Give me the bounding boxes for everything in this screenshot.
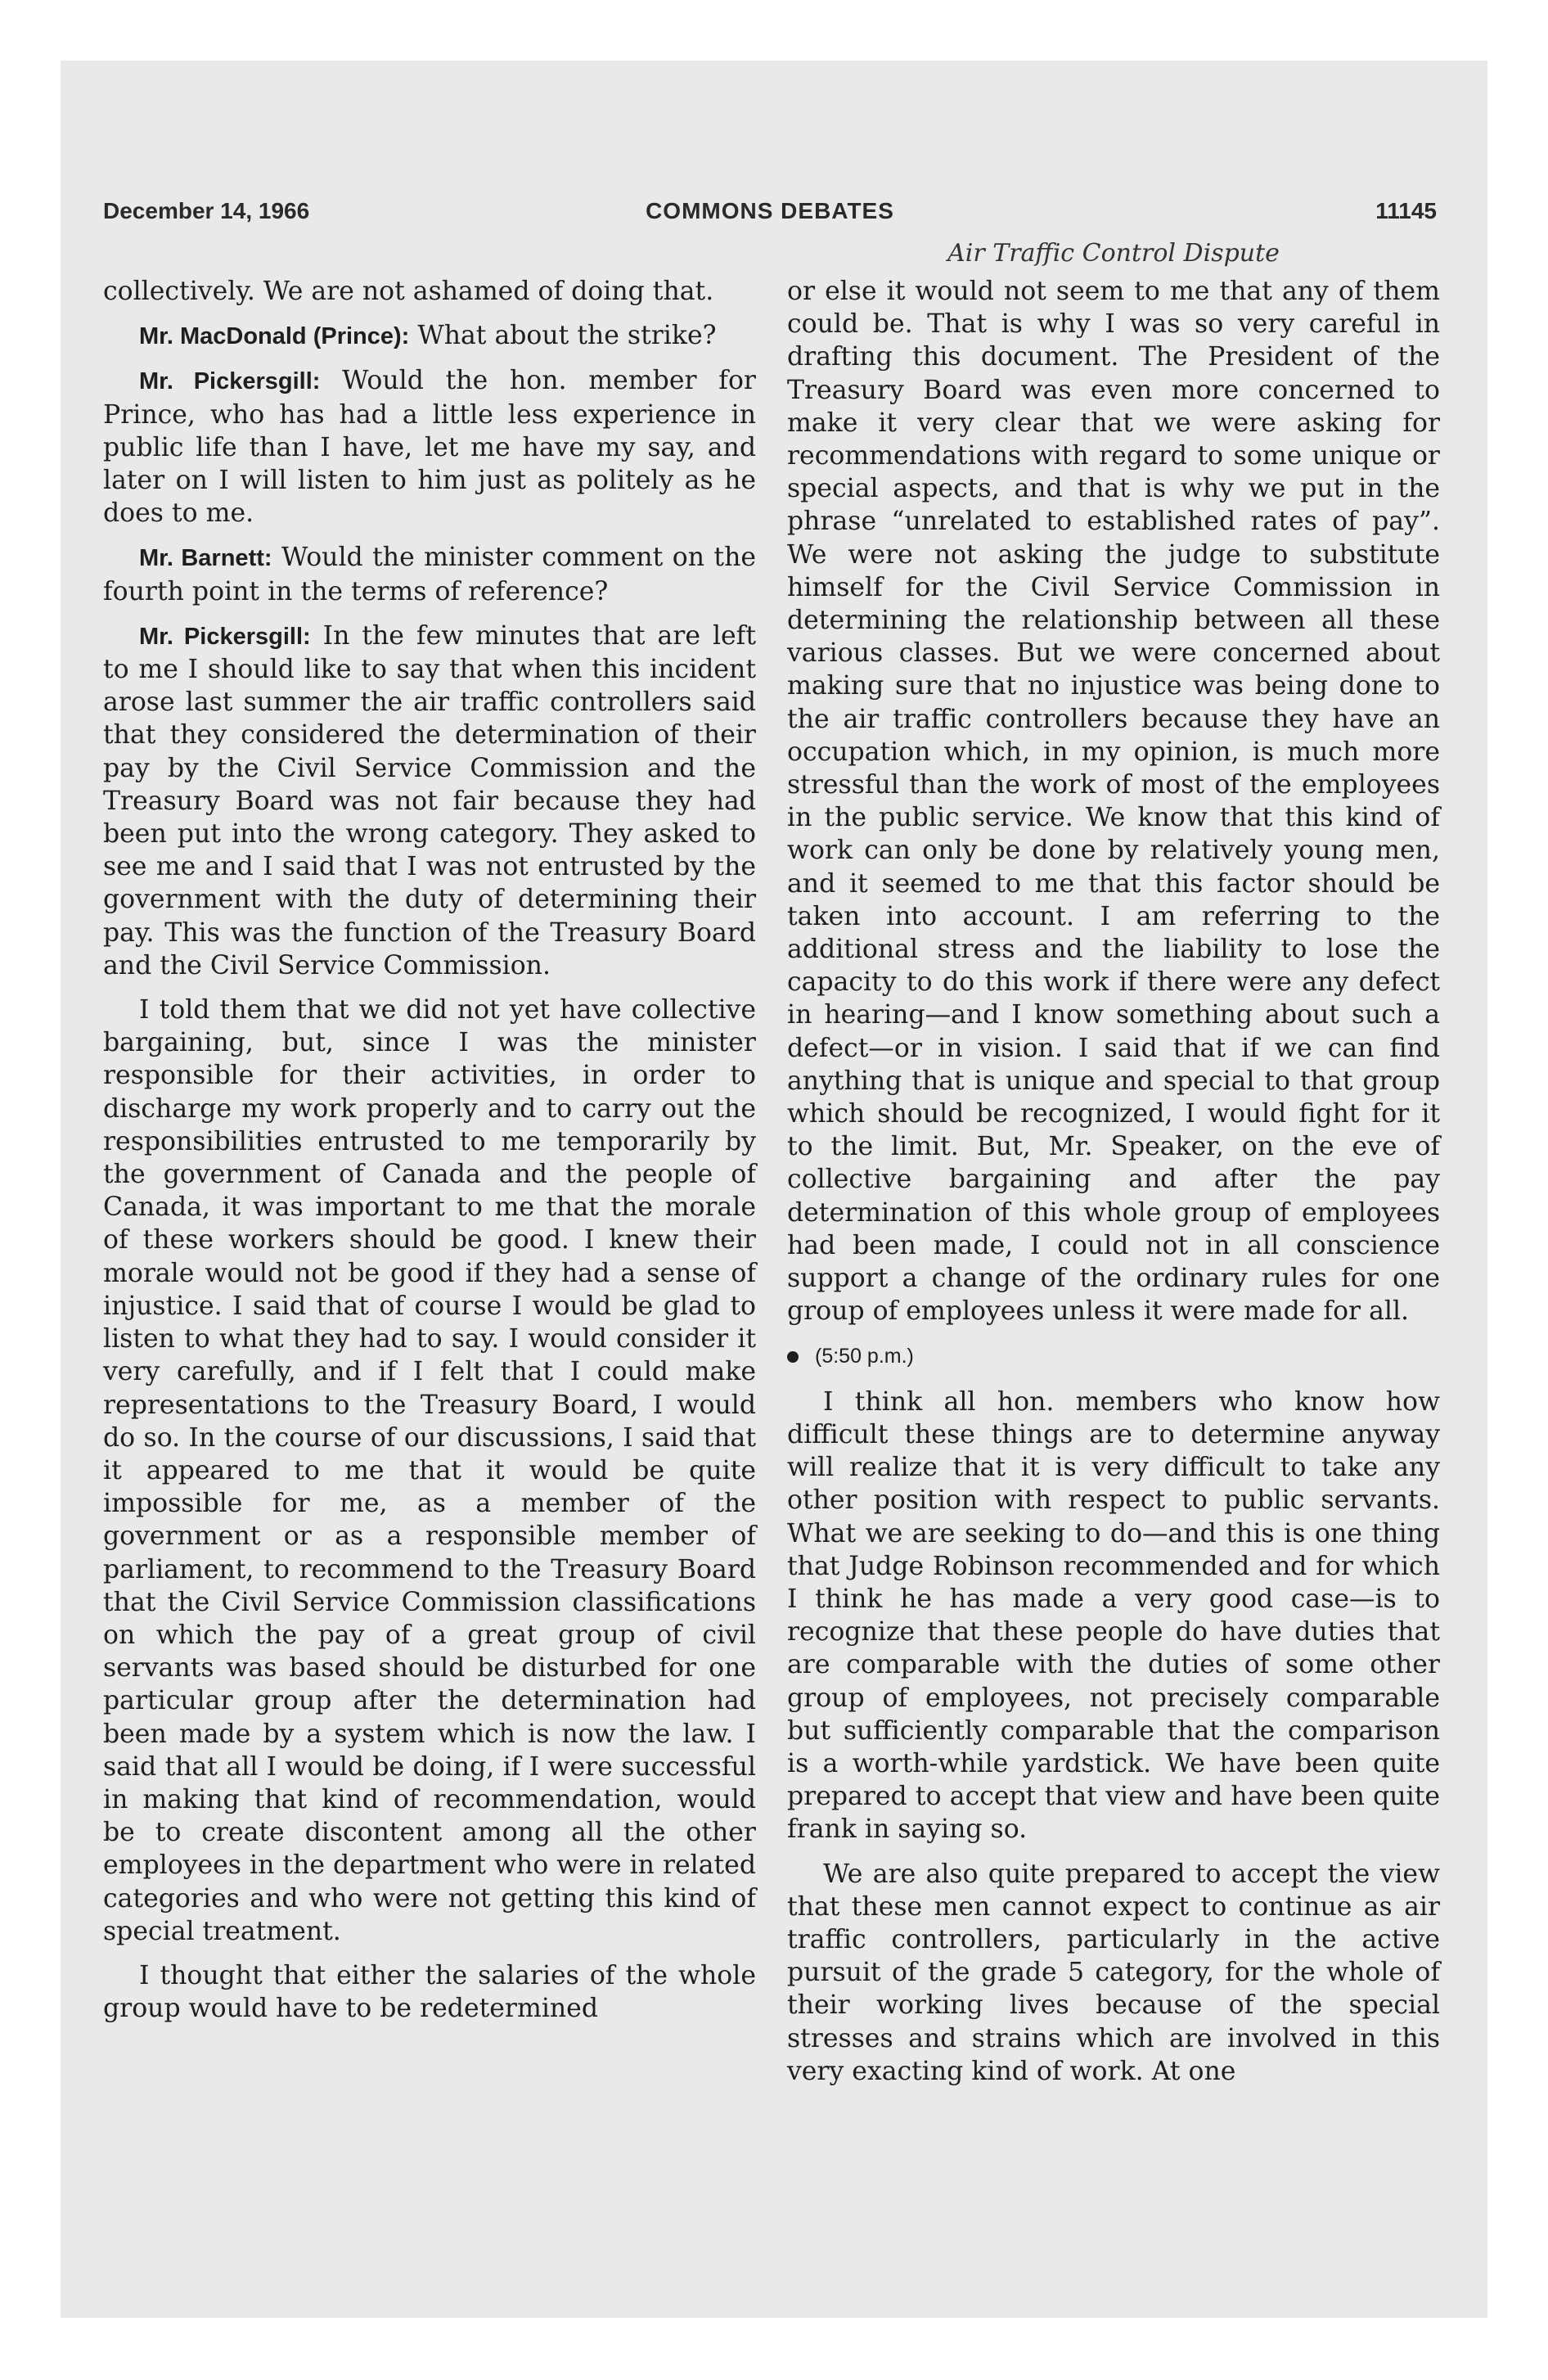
speaker-name: Mr. MacDonald (Prince): <box>139 323 410 350</box>
speaker-name: Mr. Pickersgill: <box>139 623 311 650</box>
paragraph <box>103 364 756 530</box>
timestamp-text: (5:50 p.m.) <box>815 1344 914 1368</box>
paragraph: We are also quite prepared to accept the view that these men cannot expect to continue as air traffic controllers, particularly in the active pursuit of the grade 5 category, for the whole of their working lives because of the special stresses and strains which are involved in this very exacting kind of work. At one <box>787 1859 1440 2086</box>
page-header <box>103 198 1437 239</box>
timestamp <box>787 1340 1440 1373</box>
speech-text: What about the strike? <box>409 321 717 351</box>
speech-text: Would the hon. member for Prince, who has had a little less experience in public life than I have, let me have my say, and later on I will listen to him just as politely as he does to me. <box>103 366 756 529</box>
speaker-name: Mr. Barnett: <box>139 545 272 572</box>
section-subtitle: Air Traffic Control Dispute <box>947 239 1280 268</box>
bullet-icon <box>787 1351 799 1363</box>
paragraph <box>103 541 756 607</box>
header-publication: COMMONS DEBATES <box>646 198 894 223</box>
speaker-name: Mr. Pickersgill: <box>139 368 321 395</box>
paragraph: I thought that either the salaries of the whole group would have to be redetermined <box>103 1960 756 2024</box>
right-column <box>787 275 1440 2099</box>
header-date: December 14, 1966 <box>103 198 310 223</box>
paragraph: I told them that we did not yet have collective bargaining, but, since I was the minister responsible for their activities, in order to discharge my work properly and to carry out the responsibilities entrusted to me temporarily by the government of Canada and the people of Canada, it was important to me that the morale of these workers should be good. I knew their morale would not be good if they had a sense of injustice. I said that of course I would be glad to listen to what they had to say. I would consider it very carefully, and if I felt that I could make representations to the Treasury Board, I would do so. In the course of our discussions, I said that it appeared to me that it would be quite impossible for me, as a member of the government or as a responsible member of parliament, to recommend to the Treasury Board that the Civil Service Commission classifications on which the pay of a great group of civil servants was based should be disturbed for one particular group after the determination had been made by a system which is now the law. I said that all I would be doing, if I were successful in making that kind of recommendation, would be to create discontent among all the other employees in the department who were in related categories and who were not getting this kind of special treatment. <box>103 995 756 1946</box>
speech-text: In the few minutes that are left to me I should like to say that when this incident arose last summer the air traffic controllers said that they considered the determination of their pay by the Civil Service Commission and the Treasury Board was not fair because they had been put into the wrong category. They asked to see me and I said that I was not entrusted by the government with the duty of determining their pay. This was the function of the Treasury Board and the Civil Service Commission. <box>103 620 756 980</box>
scanned-page <box>61 61 1487 2318</box>
header-page-number: 11145 <box>1375 198 1437 223</box>
paragraph <box>103 620 756 982</box>
speech-text: Would the minister comment on the fourth point in the terms of reference? <box>103 543 756 606</box>
paragraph: I think all hon. members who know how difficult these things are to determine anyway will realize that it is very difficult to take any other position with respect to public servants. What we are seeking to do—and this is one thing that Judge Robinson recommended and for which I think he has made a very good case—is to recognize that these people do have duties that are comparable with the duties of some other group of employees, not precisely comparable but sufficiently comparable that the comparison is a worth-while yardstick. We have been quite prepared to accept that view and have been quite frank in saying so. <box>787 1386 1440 1845</box>
paragraph <box>103 319 756 353</box>
left-column <box>103 275 756 2036</box>
paragraph: collectively. We are not ashamed of doing that. <box>103 277 714 306</box>
paragraph: or else it would not seem to me that any of them could be. That is why I was so very careful in drafting this document. The President of the Treasury Board was even more concerned to make it very clear that we were asking for recommendations with regard to some unique or special aspects, and that is why we put in the phrase “unrelated to established rates of pay”. We were not asking the judge to substitute himself for the Civil Service Commission in determining the relationship between all these various classes. But we were concerned about making sure that no injustice was being done to the air traffic controllers because they have an occupation which, in my opinion, is much more stressful than the work of most of the employees in the public service. We know that this kind of work can only be done by relatively young men, and it seemed to me that this factor should be taken into account. I am referring to the additional stress and the liability to lose the capacity to do this work if there were any defect in hearing—and I know something about such a defect—or in vision. I said that if we can find anything that is unique and special to that group which should be recognized, I would fight for it to the limit. But, Mr. Speaker, on the eve of collective bargaining and after the pay determination of this whole group of employees had been made, I could not in all conscience support a change of the ordinary rules for one group of employees unless it were made for all. <box>787 277 1440 1327</box>
